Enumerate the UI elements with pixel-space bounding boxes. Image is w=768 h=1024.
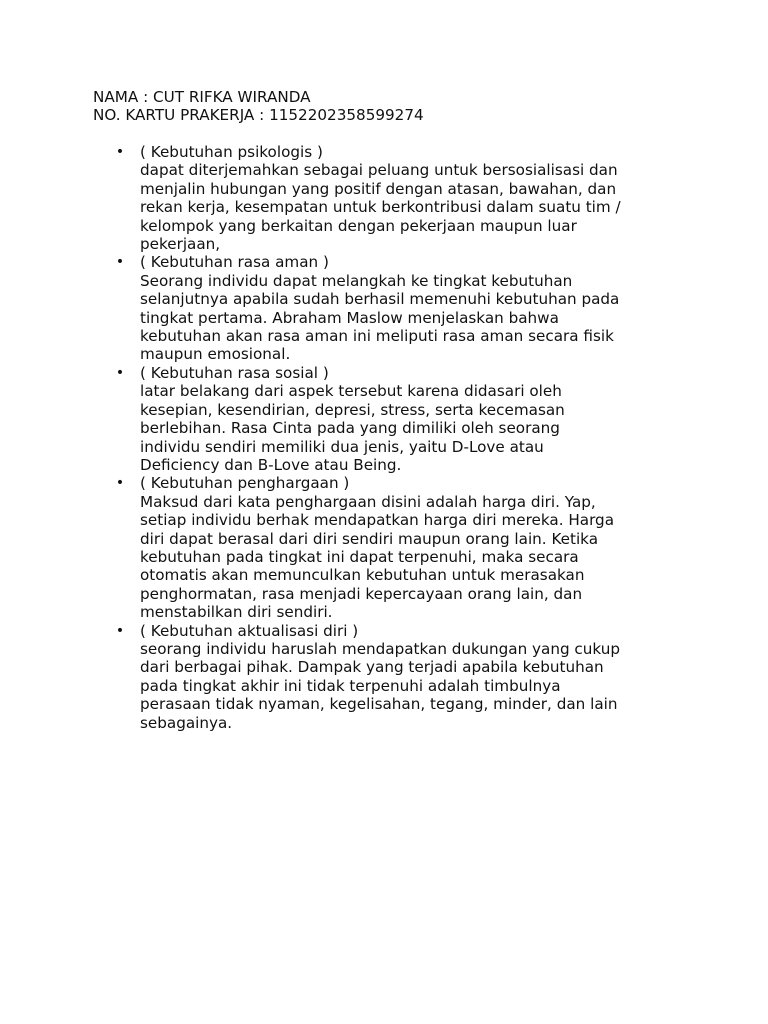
needs-list: [115, 143, 680, 732]
bullet-icon: •: [115, 622, 125, 639]
item-body: latar belakang dari aspek tersebut karena didasari oleh kesepian, kesendirian, depresi, stress, serta kecemasan berlebihan. Rasa Cinta pada yang dimiliki oleh seorang individu sendiri memiliki dua jenis, yaitu D-Love atau Deficiency dan B-Love atau Being.: [140, 382, 565, 474]
item-title: ( Kebutuhan rasa sosial ): [140, 363, 329, 382]
card-number-line: NO. KARTU PRAKERJA : 1152202358599274: [93, 106, 424, 125]
item-title: ( Kebutuhan psikologis ): [140, 143, 323, 161]
name-line: NAMA : CUT RIFKA WIRANDA: [93, 88, 311, 106]
list-item-penghargaan: [115, 474, 680, 622]
bullet-icon: •: [115, 144, 125, 160]
item-title: ( Kebutuhan penghargaan ): [140, 474, 350, 493]
bullet-icon: •: [115, 475, 125, 492]
document-header: [93, 88, 693, 125]
item-title: ( Kebutuhan aktualisasi diri ): [140, 621, 359, 640]
list-item-aktualisasi-diri: [115, 621, 680, 732]
list-item-psikologis: [115, 143, 680, 254]
list-item-rasa-aman: [115, 253, 680, 364]
item-body: seorang individu haruslah mendapatkan dukungan yang cukup dari berbagai pihak. Dampak yang terjadi apabila kebutuhan pada tingkat akhir ini tidak terpenuhi adalah timbulnya perasaan tidak nyaman, kegelisahan, tegang, minder, dan lain sebagainya.: [140, 639, 620, 732]
item-body: Maksud dari kata penghargaan disini adalah harga diri. Yap, setiap individu berhak mendapatkan harga diri mereka. Harga diri dapat berasal dari diri sendiri maupun orang lain. Ketika kebutuhan pada tingkat ini dapat terpenuhi, maka secara otomatis akan memunculkan kebutuhan untuk merasakan penghormatan, rasa menjadi kepercayaan orang lain, dan menstabilkan diri sendiri.: [140, 492, 614, 622]
bullet-icon: •: [115, 364, 125, 381]
item-title: ( Kebutuhan rasa aman ): [140, 253, 329, 272]
list-item-rasa-sosial: [115, 363, 680, 474]
bullet-icon: •: [115, 254, 125, 271]
item-body: dapat diterjemahkan sebagai peluang untuk bersosialisasi dan menjalin hubungan yang positif dengan atasan, bawahan, dan rekan kerja, kesempatan untuk berkontribusi dalam suatu tim / kelompok yang berkaitan dengan pekerjaan maupun luar pekerjaan,: [140, 161, 621, 254]
item-body: Seorang individu dapat melangkah ke tingkat kebutuhan selanjutnya apabila sudah berhasil memenuhi kebutuhan pada tingkat pertama. Abraham Maslow menjelaskan bahwa kebutuhan akan rasa aman ini meliputi rasa aman secara fisik maupun emosional.: [140, 271, 620, 364]
